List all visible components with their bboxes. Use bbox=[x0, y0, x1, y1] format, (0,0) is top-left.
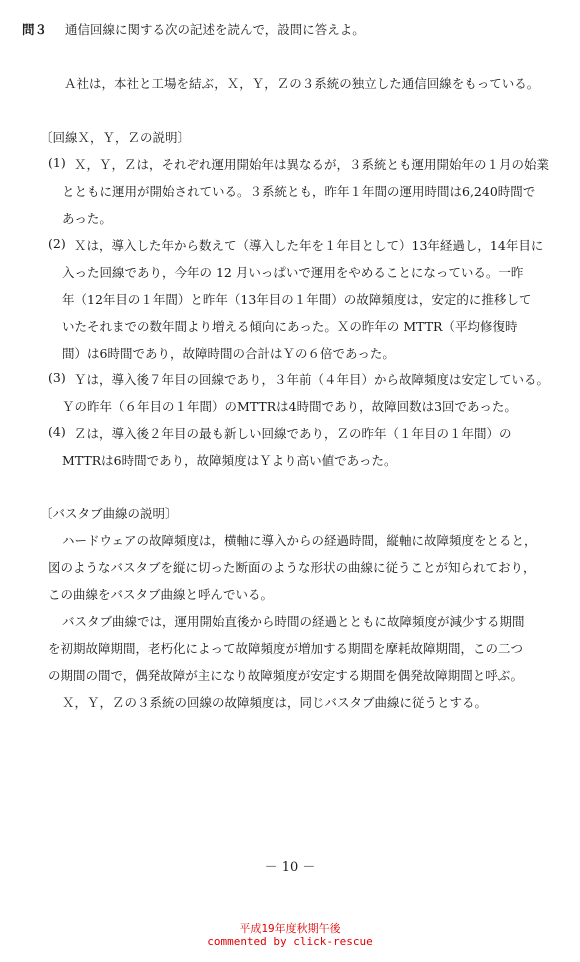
paragraph-line: を初期故障期間，老朽化によって故障頻度が増加する期間を摩耗故障期間，この二つ bbox=[48, 641, 524, 656]
item-marker: (1) bbox=[48, 155, 66, 170]
item-text-line: とともに運用が開始されている。３系統とも，昨年１年間の運用時間は6,240時間で bbox=[62, 184, 536, 199]
item-text-line: Ｚは，導入後２年目の最も新しい回線であり，Ｚの昨年（１年目の１年間）の bbox=[74, 426, 512, 441]
question-prompt: 通信回線に関する次の記述を読んで，設問に答えよ。 bbox=[65, 22, 365, 37]
item-marker: (3) bbox=[48, 370, 66, 385]
item-text-line: MTTRは6時間であり，故障頻度はＹより高い値であった。 bbox=[62, 453, 397, 468]
paragraph-line: バスタブ曲線では，運用開始直後から時間の経過とともに故障頻度が減少する期間 bbox=[62, 614, 525, 629]
item-text-line: 年（12年目の１年間）と昨年（13年目の１年間）の故障頻度は，安定的に推移して bbox=[62, 292, 532, 307]
intro-paragraph: Ａ社は，本社と工場を結ぶ，Ｘ，Ｙ，Ｚの３系統の独立した通信回線をもっている。 bbox=[64, 76, 540, 91]
item-text-line: Ｙの昨年（６年目の１年間）のMTTRは4時間であり，故障回数は3回であった。 bbox=[62, 399, 517, 414]
paragraph-line: 図のようなバスタブを縦に切った断面のような形状の曲線に従うことが知られており， bbox=[48, 560, 536, 575]
page-number: － 10 － bbox=[264, 860, 316, 875]
question-number: 問３ bbox=[22, 22, 48, 37]
question-heading bbox=[22, 20, 365, 38]
paragraph-line: ハードウェアの故障頻度は，横軸に導入からの経過時間，縦軸に故障頻度をとると， bbox=[62, 533, 537, 548]
item-text-line: Ｘは，導入した年から数えて（導入した年を１年目として）13年経過し，14年目に bbox=[74, 238, 544, 253]
item-text-line: Ｙは，導入後７年目の回線であり，３年前（４年目）から故障頻度は安定している。 bbox=[74, 372, 550, 387]
item-text-line: あった。 bbox=[62, 211, 112, 226]
footer-exam-label: 平成19年度秋期午後 bbox=[239, 922, 341, 935]
paragraph-line: の期間の間で，偶発故障が主になり故障頻度が安定する期間を偶発故障期間と呼ぶ。 bbox=[48, 668, 524, 683]
item-text-line: いたそれまでの数年間より増える傾向にあった。Ｘの昨年の MTTR（平均修復時 bbox=[62, 319, 518, 334]
item-marker: (2) bbox=[48, 236, 66, 251]
item-text-line: Ｘ，Ｙ，Ｚは，それぞれ運用開始年は異なるが，３系統とも運用開始年の１月の始業 bbox=[74, 157, 550, 172]
paragraph-line: Ｘ，Ｙ，Ｚの３系統の回線の故障頻度は，同じバスタブ曲線に従うとする。 bbox=[62, 695, 488, 710]
footer-credit: commented by click-rescue bbox=[207, 935, 373, 948]
item-text-line: 入った回線であり，今年の 12 月いっぱいで運用をやめることになっている。一昨 bbox=[62, 265, 524, 280]
bathtub-section-title: 〔バスタブ曲線の説明〕 bbox=[40, 506, 178, 521]
item-marker: (4) bbox=[48, 424, 66, 439]
lines-section-title: 〔回線Ｘ，Ｙ，Ｚの説明〕 bbox=[40, 130, 191, 145]
item-text-line: 間）は6時間であり，故障時間の合計はＹの６倍であった。 bbox=[62, 346, 395, 361]
paragraph-line: この曲線をバスタブ曲線と呼んでいる。 bbox=[48, 587, 274, 602]
